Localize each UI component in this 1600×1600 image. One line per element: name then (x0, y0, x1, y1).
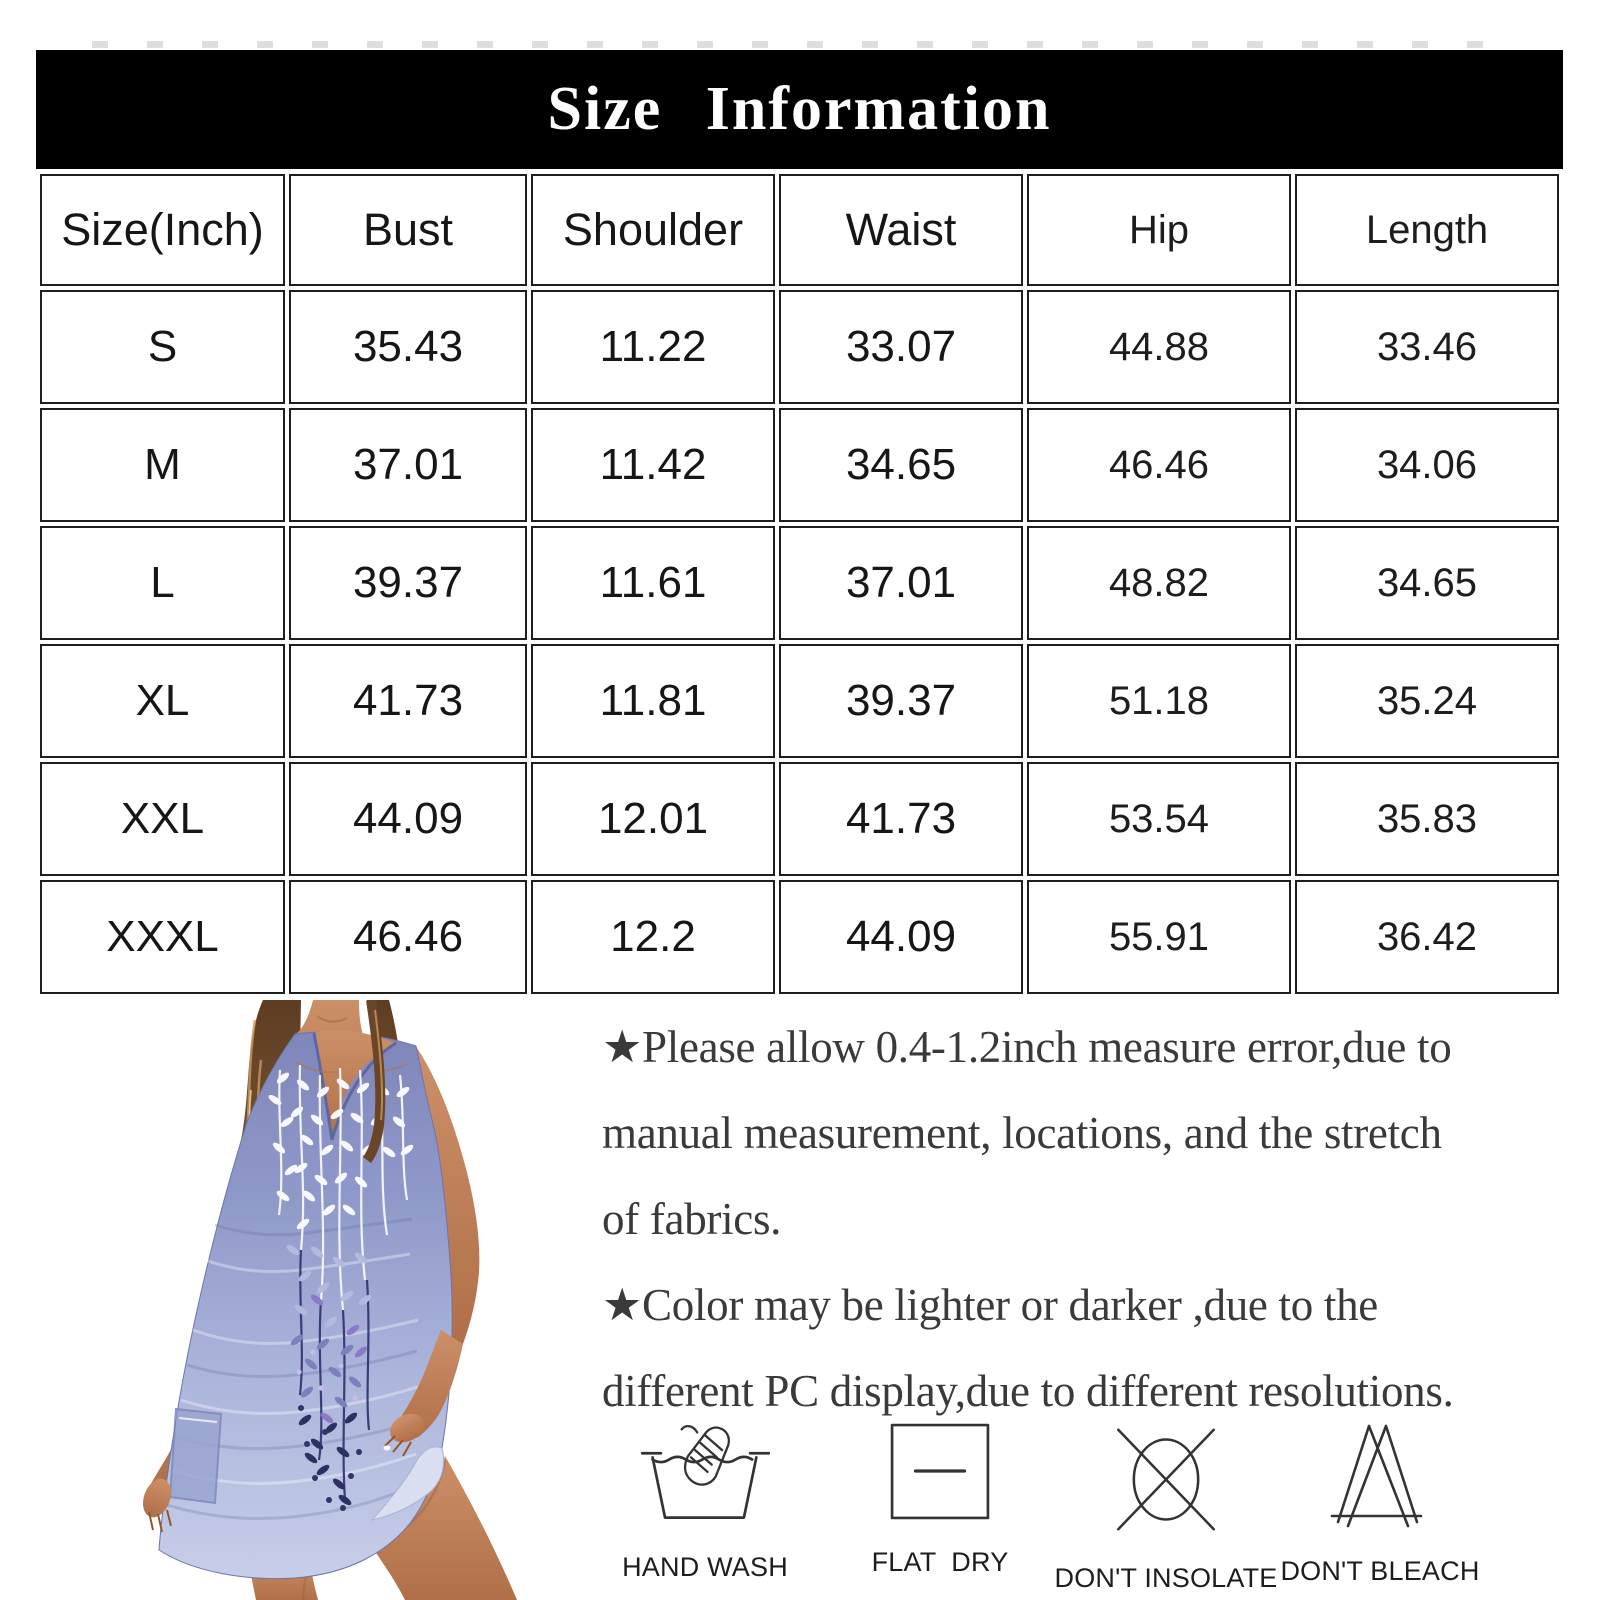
table-cell: 11.22 (531, 290, 775, 404)
table-row (40, 526, 1559, 640)
product-photo (55, 1000, 555, 1600)
dont-insolate-icon (1104, 1422, 1228, 1537)
table-cell: 37.01 (289, 408, 527, 522)
table-cell: 46.46 (289, 880, 527, 994)
table-cell: 41.73 (779, 762, 1023, 876)
table-cell: 44.09 (779, 880, 1023, 994)
care-item-hand-wash (595, 1422, 815, 1583)
table-cell: 39.37 (289, 526, 527, 640)
table-row (40, 644, 1559, 758)
row-header-cell: XXL (40, 762, 285, 876)
care-label: HAND WASH (622, 1552, 788, 1582)
note-line: ★Please allow 0.4-1.2inch measure error,due to (602, 1022, 1452, 1072)
table-cell: 33.07 (779, 290, 1023, 404)
table-cell: 33.46 (1295, 290, 1559, 404)
table-cell: 34.65 (779, 408, 1023, 522)
table-cell: 35.43 (289, 290, 527, 404)
dont-bleach-icon (1323, 1422, 1437, 1530)
table-cell: 34.65 (1295, 526, 1559, 640)
table-cell: 11.42 (531, 408, 775, 522)
row-header-cell: S (40, 290, 285, 404)
note-line: of fabrics. (602, 1194, 782, 1244)
care-item-dont-insolate (1056, 1422, 1276, 1594)
care-label: DON'T BLEACH (1280, 1556, 1480, 1586)
note-line: ★Color may be lighter or darker ,due to the (602, 1280, 1378, 1330)
table-cell: 51.18 (1027, 644, 1291, 758)
row-header-cell: XL (40, 644, 285, 758)
page-title: Size Information (547, 75, 1052, 143)
dress-pocket (170, 1409, 221, 1503)
column-header: Bust (289, 174, 527, 286)
note-line: different PC display,due to different resolutions. (602, 1366, 1454, 1416)
table-cell: 12.01 (531, 762, 775, 876)
care-label: DON'T INSOLATE (1054, 1563, 1278, 1593)
table-cell: 55.91 (1027, 880, 1291, 994)
row-header-cell: L (40, 526, 285, 640)
column-header: Length (1295, 174, 1559, 286)
table-cell: 44.09 (289, 762, 527, 876)
table-row (40, 880, 1559, 994)
table-row (40, 290, 1559, 404)
table-cell: 46.46 (1027, 408, 1291, 522)
table-cell: 34.06 (1295, 408, 1559, 522)
table-cell: 41.73 (289, 644, 527, 758)
column-header: Hip (1027, 174, 1291, 286)
row-header-cell: XXXL (40, 880, 285, 994)
note-line: manual measurement, locations, and the stretch (602, 1108, 1442, 1158)
table-cell: 11.81 (531, 644, 775, 758)
table-cell: 39.37 (779, 644, 1023, 758)
column-header: Size(Inch) (40, 174, 285, 286)
table-cell: 35.24 (1295, 644, 1559, 758)
care-item-flat-dry (830, 1422, 1050, 1578)
table-row (40, 408, 1559, 522)
table-cell: 37.01 (779, 526, 1023, 640)
flat-dry-icon (889, 1422, 991, 1521)
care-item-dont-bleach (1270, 1422, 1490, 1587)
care-label: FLAT DRY (871, 1547, 1009, 1577)
size-table (36, 170, 1563, 998)
hand-wash-icon (637, 1422, 774, 1526)
title-bar (36, 50, 1563, 169)
table-cell: 11.61 (531, 526, 775, 640)
table-header-row (40, 174, 1559, 286)
column-header: Waist (779, 174, 1023, 286)
table-cell: 44.88 (1027, 290, 1291, 404)
table-cell: 35.83 (1295, 762, 1559, 876)
table-cell: 48.82 (1027, 526, 1291, 640)
fingernail (384, 1446, 391, 1451)
column-header: Shoulder (531, 174, 775, 286)
cropped-text-artifact (92, 41, 1508, 48)
table-row (40, 762, 1559, 876)
row-header-cell: M (40, 408, 285, 522)
table-cell: 53.54 (1027, 762, 1291, 876)
table-cell: 36.42 (1295, 880, 1559, 994)
table-cell: 12.2 (531, 880, 775, 994)
disclaimer-notes (602, 1004, 1454, 1434)
